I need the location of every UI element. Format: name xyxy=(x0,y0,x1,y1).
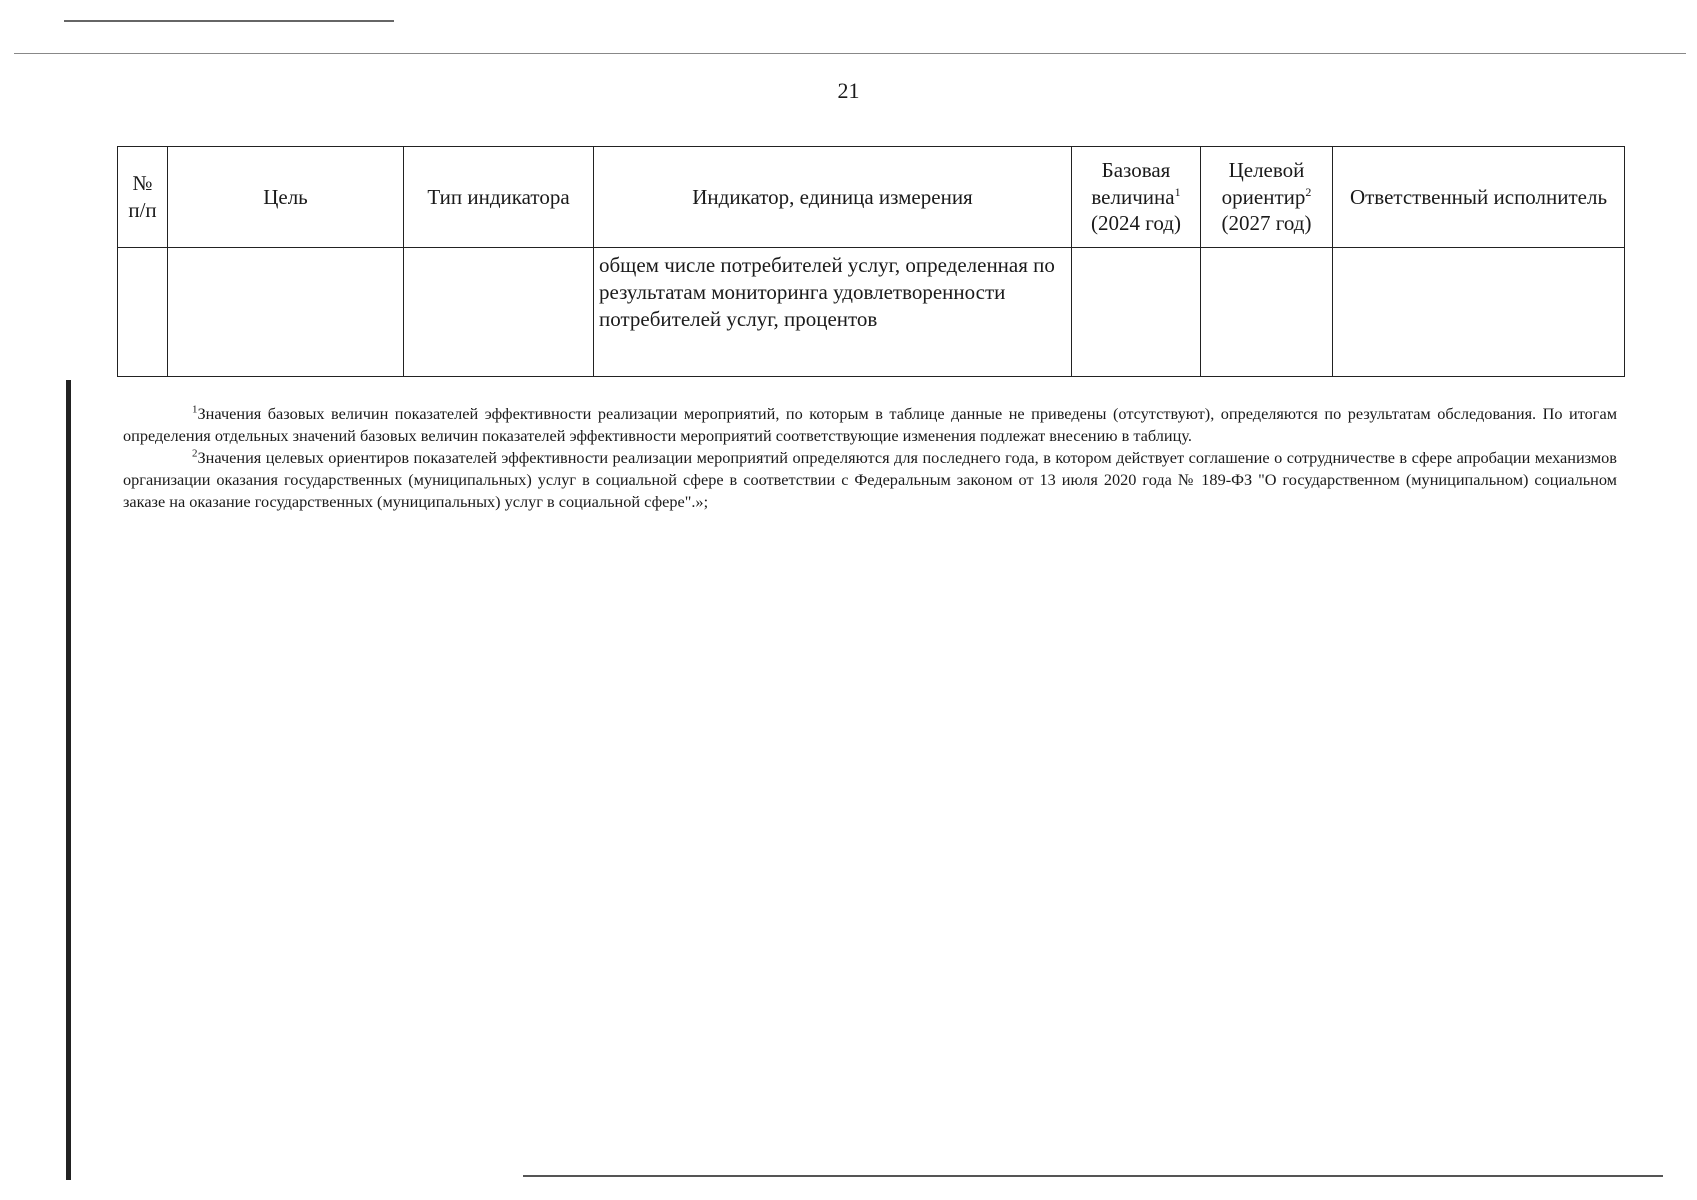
cell-indicator: общем числе потребителей услуг, определенная по результатам мониторинга удовлетворенности потребителей услуг, процентов xyxy=(594,248,1072,377)
header-indicator: Индикатор, единица измерения xyxy=(594,147,1072,248)
scan-artifact-long-rule xyxy=(14,53,1686,54)
table-header-row xyxy=(118,147,1625,248)
target-footnote-mark: 2 xyxy=(1305,184,1312,199)
footnote-2 xyxy=(123,447,1617,513)
page-number: 21 xyxy=(837,78,860,103)
footnote-1-text: Значения базовых величин показателей эффективности реализации мероприятий, по которым в таблице данные не приведены (отсутствуют), определяются по результатам обследования. По итогам определения отдельных значений базовых величин показателей эффективности мероприятий соответствующие изменения подлежат внесению в таблицу. xyxy=(123,404,1617,445)
footnote-1 xyxy=(123,403,1617,447)
cell-responsible xyxy=(1333,248,1625,377)
scan-artifact-top-rule xyxy=(64,20,394,22)
cell-indicator-type xyxy=(404,248,594,377)
cell-target xyxy=(1201,248,1333,377)
footnotes xyxy=(123,403,1617,513)
header-indicator-type: Тип индикатора xyxy=(404,147,594,248)
footnote-2-text: Значения целевых ориентиров показателей эффективности реализации мероприятий определяются для последнего года, в котором действует соглашение о сотрудничестве в сфере апробации механизмов организации оказания государственных (муниципальных) услуг в социальной сфере в соответствии с Федеральным законом от 13 июля 2020 года № 189-ФЗ "О государственном (муниципальном) социальном заказе на оказание государственных (муниципальных) услуг в социальной сфере".»; xyxy=(123,448,1617,511)
header-goal: Цель xyxy=(168,147,404,248)
base-value-label: Базовая величина xyxy=(1091,157,1175,209)
header-base-value xyxy=(1072,147,1201,248)
base-value-year: (2024 год) xyxy=(1091,211,1181,236)
scan-artifact-left-edge xyxy=(66,380,71,1180)
cell-goal xyxy=(168,248,404,377)
header-num: № п/п xyxy=(118,147,168,248)
indicators-table xyxy=(117,146,1625,377)
cell-base-value xyxy=(1072,248,1201,377)
target-year: (2027 год) xyxy=(1221,211,1312,236)
table-row xyxy=(118,248,1625,377)
scan-artifact-bottom-rule xyxy=(523,1175,1663,1177)
base-value-footnote-mark: 1 xyxy=(1174,184,1181,199)
header-target xyxy=(1201,147,1333,248)
header-responsible: Ответственный исполнитель xyxy=(1333,147,1625,248)
footnote-1-mark: 1 xyxy=(192,403,198,416)
target-label: Целевой ориентир xyxy=(1221,157,1306,209)
footnote-2-mark: 2 xyxy=(192,447,198,460)
cell-num xyxy=(118,248,168,377)
